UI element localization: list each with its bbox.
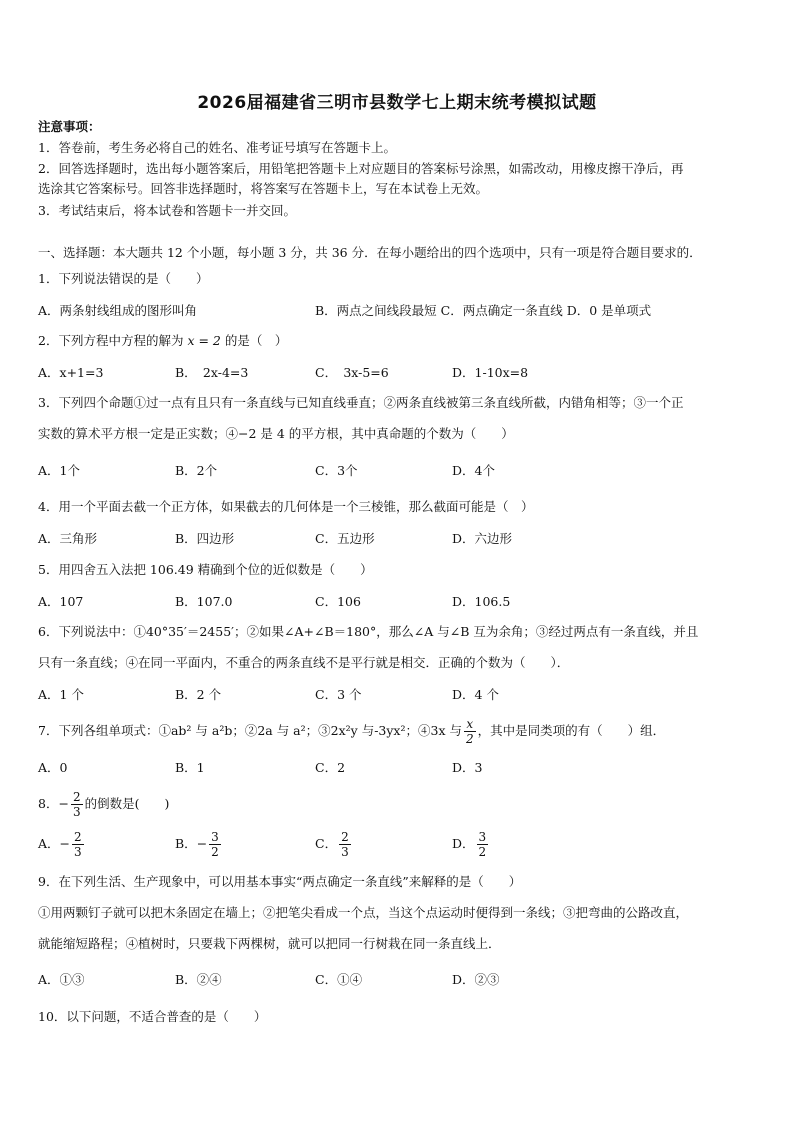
- q6-line-1: 6．下列说法中：①40°35′＝2455′；②如果∠A+∠B＝180°，那么∠A 与∠B 互为余角；③经过两点有一条直线，并且: [38, 624, 699, 639]
- q8-option-c-fraction: [339, 830, 351, 859]
- notice-item-3: 3．考试结束后，将本试卷和答题卡一并交回。: [38, 203, 296, 218]
- q2-option-d: D．1-10x=8: [452, 365, 529, 380]
- q9-option-a: A．①③: [38, 972, 85, 987]
- q8-option-b-numerator: 3: [211, 830, 219, 844]
- q4-option-a: A．三角形: [38, 531, 98, 546]
- q2-stem-post: 的是（ ）: [224, 333, 288, 348]
- q8-option-c: [315, 829, 353, 859]
- q8-option-a-sign: −: [59, 836, 71, 851]
- q8-option-a-label: A．: [38, 836, 60, 851]
- q10-stem: 10．以下问题，不适合普查的是（ ）: [38, 1009, 267, 1024]
- q8-option-c-denominator: 3: [341, 845, 349, 859]
- q7-fraction: [464, 717, 476, 746]
- q7-option-b: B．1: [175, 760, 205, 775]
- q9-option-c: C．①④: [315, 972, 363, 987]
- q1-option-a: A．两条射线组成的图形叫角: [38, 303, 198, 318]
- q9-option-d: D．②③: [452, 972, 500, 987]
- q8-option-d-fraction: [477, 830, 489, 859]
- q5-stem: 5．用四舍五入法把 106.49 精确到个位的近似数是（ ）: [38, 562, 373, 577]
- q8-option-c-numerator: 2: [341, 830, 349, 844]
- q1-options-bcd: B．两点之间线段最短 C．两点确定一条直线 D．0 是单项式: [315, 303, 652, 318]
- q9-stem: 9．在下列生活、生产现象中，可以用基本事实“两点确定一条直线”来解释的是（ ）: [38, 874, 522, 889]
- q9-line-3: 就能缩短路程；④植树时，只要栽下两棵树，就可以把同一行树栽在同一条直线上．: [38, 936, 501, 951]
- q7-option-c: C．2: [315, 760, 346, 775]
- q8-option-a-numerator: 2: [74, 830, 82, 844]
- q5-option-c: C．106: [315, 594, 361, 609]
- q2-option-b: B． 2x-4=3: [175, 365, 249, 380]
- q7-option-d: D．3: [452, 760, 483, 775]
- q8-fraction-denominator: 3: [72, 805, 81, 819]
- q1-stem: 1．下列说法错误的是（ ）: [38, 271, 209, 286]
- q8-fraction-numerator: 2: [72, 790, 81, 804]
- q7-option-a: A．0: [38, 760, 68, 775]
- page-title: 2026届福建省三明市县数学七上期末统考模拟试题: [197, 93, 597, 113]
- q3-line-2: 实数的算术平方根一定是正实数；④−2 是 4 的平方根，其中真命题的个数为（ ）: [38, 426, 514, 441]
- q7-stem-pre: 7．下列各组单项式：①ab² 与 a²b；②2a 与 a²；③2x²y 与-3yx²；④3x 与: [38, 723, 462, 738]
- q9-line-2: ①用两颗钉子就可以把木条固定在墙上；②把笔尖看成一个点，当这个点运动时便得到一条线；③把弯曲的公路改直，: [38, 905, 689, 920]
- q5-option-a: A．107: [38, 594, 84, 609]
- q8-option-a-denominator: 3: [74, 845, 82, 859]
- notice-heading: 注意事项：: [38, 119, 101, 134]
- q8-stem: [38, 789, 169, 819]
- q6-option-c: C．3 个: [315, 687, 362, 702]
- q3-option-d: D．4个: [452, 463, 495, 478]
- q8-option-b-denominator: 2: [211, 845, 219, 859]
- q4-option-c: C．五边形: [315, 531, 375, 546]
- q8-option-c-label: C．: [315, 836, 338, 851]
- q7-fraction-numerator: x: [464, 717, 476, 732]
- q7-stem: [38, 716, 665, 746]
- q6-line-2: 只有一条直线；④在同一平面内，不重合的两条直线不是平行就是相交．正确的个数为（ ）．: [38, 655, 570, 670]
- q7-fraction-denominator: 2: [465, 732, 474, 746]
- q4-option-b: B．四边形: [175, 531, 235, 546]
- q8-option-d-label: D．: [452, 836, 475, 851]
- q8-option-b-sign: −: [196, 836, 208, 851]
- q8-option-d-numerator: 3: [478, 830, 487, 844]
- q8-option-b-label: B．: [175, 836, 197, 851]
- q3-option-b: B．2个: [175, 463, 218, 478]
- q2-stem-math: x = 2: [187, 333, 221, 348]
- q8-option-d-denominator: 2: [478, 845, 487, 859]
- q8-stem-post: 的倒数是( ): [84, 796, 170, 811]
- q2-stem-pre: 2．下列方程中方程的解为: [38, 333, 184, 348]
- q8-fraction: [71, 790, 83, 819]
- q8-option-d: [452, 829, 490, 859]
- q8-sign: −: [58, 796, 69, 811]
- notice-item-1: 1．答卷前，考生务必将自己的姓名、准考证号填写在答题卡上。: [38, 140, 396, 155]
- q8-option-b-fraction: [209, 830, 221, 859]
- q8-option-b: [175, 829, 223, 859]
- q3-option-c: C．3个: [315, 463, 358, 478]
- q2-option-a: A．x+1=3: [38, 365, 104, 380]
- notice-item-2-cont: 选涂其它答案标号。回答非选择题时，将答案写在答题卡上，写在本试卷上无效。: [38, 181, 489, 196]
- q8-number: 8．: [38, 796, 59, 811]
- q7-stem-post: ，其中是同类项的有（ ）组．: [477, 723, 666, 738]
- notice-item-2: 2．回答选择题时，选出每小题答案后，用铅笔把答题卡上对应题目的答案标号涂黑，如需改动，用橡皮擦干净后，再: [38, 161, 684, 176]
- q2-option-c: C． 3x-5=6: [315, 365, 389, 380]
- q8-option-a: [38, 829, 86, 859]
- q2-stem: [38, 332, 287, 350]
- q5-option-d: D．106.5: [452, 594, 511, 609]
- q3-option-a: A．1个: [38, 463, 80, 478]
- q4-option-d: D．六边形: [452, 531, 513, 546]
- q5-option-b: B．107.0: [175, 594, 233, 609]
- section-heading: 一、选择题：本大题共 12 个小题，每小题 3 分，共 36 分．在每小题给出的四个选项中，只有一项是符合题目要求的．: [38, 245, 702, 260]
- q8-option-a-fraction: [72, 830, 84, 859]
- q3-line-1: 3．下列四个命题①过一点有且只有一条直线与已知直线垂直；②两条直线被第三条直线所截，内错角相等；③一个正: [38, 395, 684, 410]
- q6-option-b: B．2 个: [175, 687, 222, 702]
- q6-option-d: D．4 个: [452, 687, 499, 702]
- q9-option-b: B．②④: [175, 972, 222, 987]
- q6-option-a: A．1 个: [38, 687, 84, 702]
- q4-stem: 4．用一个平面去截一个正方体，如果截去的几何体是一个三棱锥，那么截面可能是（ ）: [38, 499, 534, 514]
